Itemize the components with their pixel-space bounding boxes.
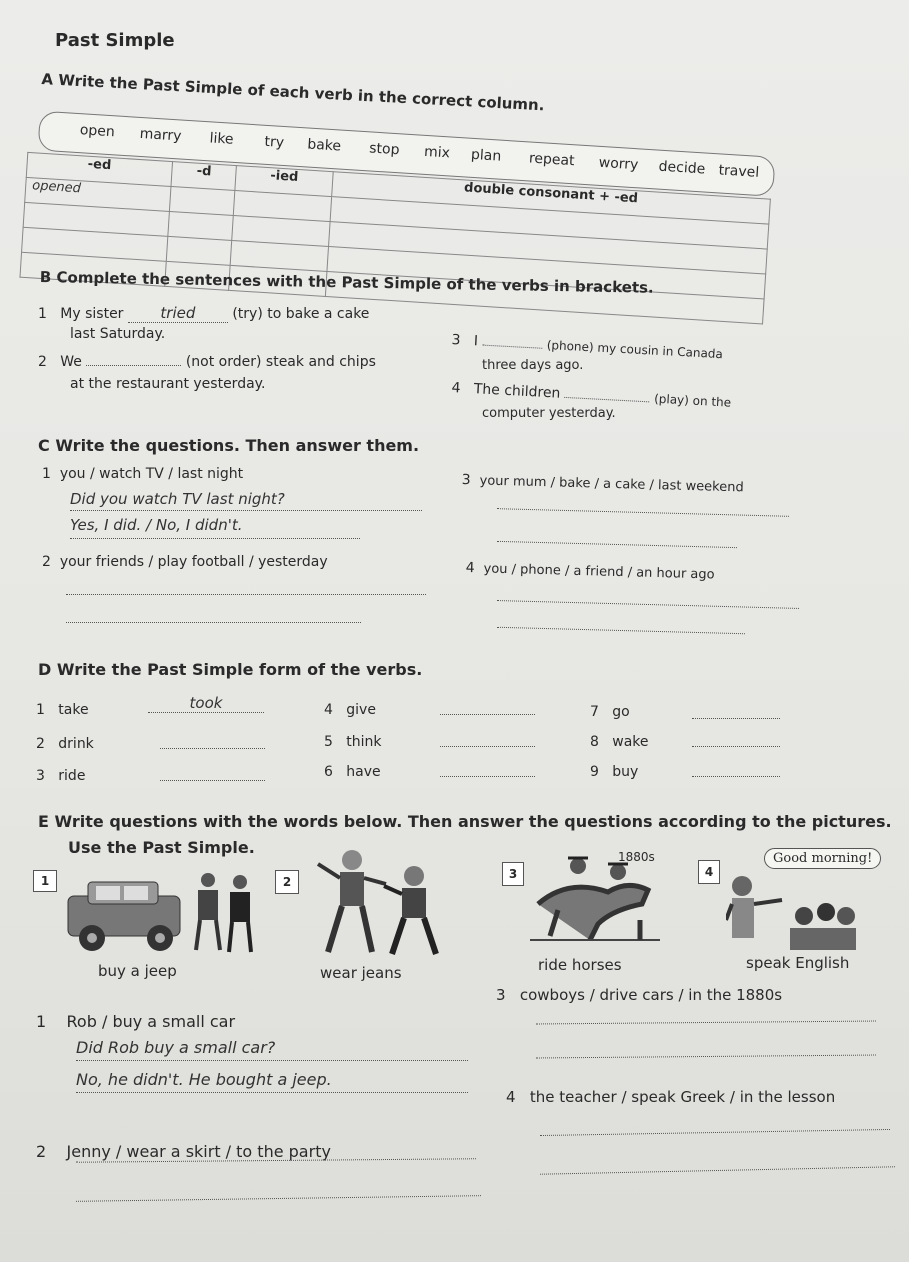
column-header: -ed (26, 152, 172, 186)
word: worry (598, 154, 639, 174)
c-item-3-prompt: 3 your mum / bake / a cake / last weekend (461, 472, 744, 496)
d-item: 3 ride (36, 768, 86, 784)
answer-line[interactable] (540, 1166, 895, 1174)
picture-caption: wear jeans (320, 964, 402, 982)
d-answer[interactable] (692, 746, 780, 747)
jeep-picture (60, 868, 260, 958)
answer-line[interactable] (497, 627, 745, 634)
b-item-3: 3 I (phone) my cousin in Canada (451, 332, 724, 362)
word: like (209, 130, 235, 148)
section-b-heading: B Complete the sentences with the Past Simple of the verbs in brackets. (39, 268, 654, 297)
c-item-1-prompt: 1 you / watch TV / last night (42, 466, 244, 482)
answer-blank[interactable] (86, 365, 181, 366)
answer-blank[interactable]: tried (128, 304, 228, 323)
d-answer[interactable] (692, 776, 780, 777)
b-item-1-line2: last Saturday. (70, 326, 166, 342)
b-item-4-line2: computer yesterday. (482, 406, 616, 421)
answer-blank[interactable] (482, 345, 542, 349)
word: travel (718, 162, 760, 181)
c-item-1-answer[interactable]: Yes, I did. / No, I didn't. (70, 516, 243, 534)
answer-line[interactable] (536, 1055, 876, 1059)
d-item: 2 drink (36, 736, 94, 752)
d-item: 5 think (324, 734, 382, 750)
picture-number: 1 (33, 870, 57, 892)
section-a-heading: A Write the Past Simple of each verb in the correct column. (41, 70, 545, 115)
e-item-3-prompt: 3 cowboys / drive cars / in the 1880s (496, 986, 783, 1004)
word: marry (139, 125, 182, 145)
d-item: 1 take (36, 702, 89, 718)
word: plan (470, 146, 502, 165)
e-item-1-prompt: 1 Rob / buy a small car (36, 1012, 236, 1031)
b-item-2: 2 We (not order) steak and chips (38, 354, 376, 370)
b-item-3-line2: three days ago. (482, 358, 584, 373)
picture-number: 2 (275, 870, 299, 894)
d-answer[interactable] (440, 746, 535, 747)
e-item-2-prompt: 2 Jenny / wear a skirt / to the party (36, 1142, 331, 1161)
e-item-1-answer[interactable]: No, he didn't. He bought a jeep. (76, 1070, 332, 1089)
e-item-1-question[interactable]: Did Rob buy a small car? (76, 1038, 276, 1057)
column-header: -ied (235, 166, 332, 197)
d-answer[interactable] (692, 718, 780, 719)
speech-bubble: Good morning! (764, 848, 881, 869)
section-c-heading: C Write the questions. Then answer them. (38, 436, 420, 455)
answer-line[interactable] (497, 508, 789, 517)
d-answer[interactable] (440, 776, 535, 777)
word: mix (423, 143, 451, 162)
cowboys-picture (528, 846, 668, 942)
picture-caption: speak English (746, 954, 850, 972)
answer-line[interactable] (76, 1195, 481, 1202)
d-answer[interactable]: took (148, 694, 264, 713)
d-item: 9 buy (590, 764, 639, 780)
e-item-4-prompt: 4 the teacher / speak Greek / in the lesson (506, 1088, 836, 1106)
word: decide (658, 158, 706, 178)
word: try (263, 133, 285, 151)
answer-line[interactable] (540, 1129, 890, 1136)
word: stop (368, 140, 400, 159)
picture-number: 3 (502, 862, 524, 886)
b-item-1: 1 My sister tried (try) to bake a cake (38, 304, 370, 322)
dancers-picture (300, 846, 450, 958)
d-item: 7 go (590, 704, 630, 720)
picture-caption: ride horses (538, 956, 622, 974)
answer-line[interactable] (536, 1021, 876, 1025)
answer-line (70, 510, 422, 511)
c-item-2-prompt: 2 your friends / play football / yesterday (42, 554, 328, 570)
answer-line[interactable] (497, 600, 799, 609)
table-cell[interactable]: opened (25, 177, 171, 211)
d-item: 8 wake (590, 734, 649, 750)
b-item-2-line2: at the restaurant yesterday. (70, 376, 266, 392)
word: repeat (528, 150, 575, 170)
picture-number: 4 (698, 860, 720, 884)
section-e-heading-2: Use the Past Simple. (68, 838, 255, 857)
c-item-4-prompt: 4 you / phone / a friend / an hour ago (465, 560, 715, 583)
b-item-4: 4 The children (play) on the (451, 380, 732, 410)
c-item-1-question[interactable]: Did you watch TV last night? (70, 490, 285, 508)
section-e-heading: E Write questions with the words below. Then answer the questions according to the pictures. (38, 812, 892, 831)
answer-line[interactable] (497, 541, 737, 548)
picture-caption: buy a jeep (98, 962, 177, 980)
d-item: 6 have (324, 764, 381, 780)
word: bake (306, 136, 342, 155)
answer-blank[interactable] (565, 397, 650, 402)
column-header: double consonant + -ed (331, 172, 770, 224)
picture-label: 1880s (618, 850, 655, 864)
d-item: 4 give (324, 702, 376, 718)
answer-line (70, 538, 360, 539)
column-header: -d (171, 162, 237, 191)
answer-line[interactable] (66, 622, 361, 623)
word: open (79, 122, 116, 141)
d-answer[interactable] (440, 714, 535, 715)
d-answer[interactable] (160, 748, 265, 749)
d-answer[interactable] (160, 780, 265, 781)
answer-line (76, 1092, 468, 1093)
page-title: Past Simple (55, 30, 175, 51)
answer-line (76, 1060, 468, 1061)
answer-line[interactable] (66, 594, 426, 595)
teacher-picture (726, 870, 856, 950)
section-d-heading: D Write the Past Simple form of the verbs. (38, 660, 423, 679)
